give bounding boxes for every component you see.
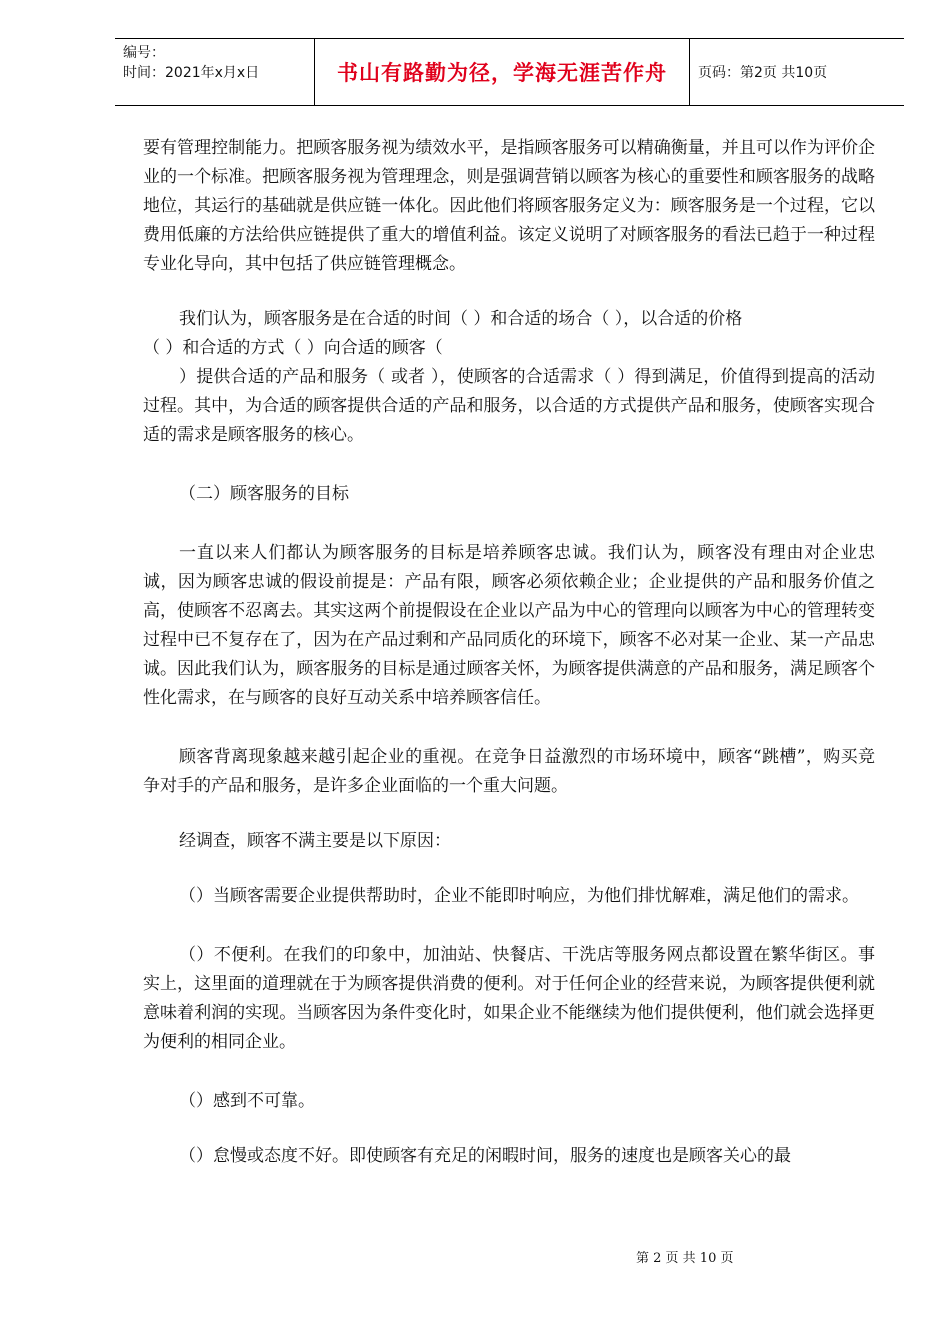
header-motto-cell <box>315 39 690 105</box>
document-body <box>143 134 875 1171</box>
header-meta-cell <box>115 39 315 105</box>
header-page-info: 页码：第2页 共10页 <box>698 65 828 81</box>
list-item-reason-3: （）感到不可靠。 <box>179 1091 315 1111</box>
page-header <box>115 38 904 106</box>
header-motto: 书山有路勤为径，学海无涯苦作舟 <box>337 61 667 85</box>
list-item-reason-1: （）当顾客需要企业提供帮助时，企业不能即时响应，为他们排忧解难，满足他们的需求。 <box>179 886 859 906</box>
paragraph-definition-line-3: ）提供合适的产品和服务（ 或者 ），使顾客的合适需求（ ）得到满足，价值得到提高的活动过程。其中，为合适的顾客提供合适的产品和服务，以合适的方式提供产品和服务，使顾客实现合适的需求是顾客服务的核心。 <box>143 367 875 445</box>
header-page-cell <box>690 39 904 105</box>
paragraph-customer-defection: 顾客背离现象越来越引起企业的重视。在竞争日益激烈的市场环境中，顾客“跳槽”，购买竞争对手的产品和服务，是许多企业面临的一个重大问题。 <box>143 747 875 796</box>
paragraph-continuation: 要有管理控制能力。把顾客服务视为绩效水平，是指顾客服务可以精确衡量，并且可以作为评价企业的一个标准。把顾客服务视为管理理念，则是强调营销以顾客为核心的重要性和顾客服务的战略地位，其运行的基础就是供应链一体化。因此他们将顾客服务定义为：顾客服务是一个过程，它以费用低廉的方法给供应链提供了重大的增值利益。该定义说明了对顾客服务的看法已趋于一种过程专业化导向，其中包括了供应链管理概念。 <box>143 138 875 274</box>
footer-page-number: 第 2 页 共 10 页 <box>636 1251 734 1266</box>
paragraph-survey-intro: 经调查，顾客不满主要是以下原因： <box>179 831 451 851</box>
section-heading-goals: （二）顾客服务的目标 <box>179 484 349 504</box>
time-label: 时间：2021年x月x日 <box>123 65 260 81</box>
paragraph-definition-line-2: （ ）和合适的方式（ ）向合适的顾客（ <box>143 338 443 358</box>
paragraph-goals: 一直以来人们都认为顾客服务的目标是培养顾客忠诚。我们认为，顾客没有理由对企业忠诚，因为顾客忠诚的假设前提是：产品有限，顾客必须依赖企业；企业提供的产品和服务价值之高，使顾客不忍离去。其实这两个前提假设在企业以产品为中心的管理向以顾客为中心的管理转变过程中已不复存在了，因为在产品过剩和产品同质化的环境下，顾客不必对某一企业、某一产品忠诚。因此我们认为，顾客服务的目标是通过顾客关怀，为顾客提供满意的产品和服务，满足顾客个性化需求，在与顾客的良好互动关系中培养顾客信任。 <box>143 543 875 708</box>
list-item-reason-4: （）怠慢或态度不好。即使顾客有充足的闲暇时间，服务的速度也是顾客关心的最 <box>179 1146 791 1166</box>
serial-number-label: 编号： <box>123 45 165 61</box>
list-item-reason-2: （）不便利。在我们的印象中，加油站、快餐店、干洗店等服务网点都设置在繁华街区。事实上，这里面的道理就在于为顾客提供消费的便利。对于任何企业的经营来说，为顾客提供便利就意味着利润的实现。当顾客因为条件变化时，如果企业不能继续为他们提供便利，他们就会选择更为便利的相同企业。 <box>143 945 875 1052</box>
paragraph-definition-line-1: 我们认为，顾客服务是在合适的时间（ ）和合适的场合（ ），以合适的价格 <box>179 309 743 329</box>
